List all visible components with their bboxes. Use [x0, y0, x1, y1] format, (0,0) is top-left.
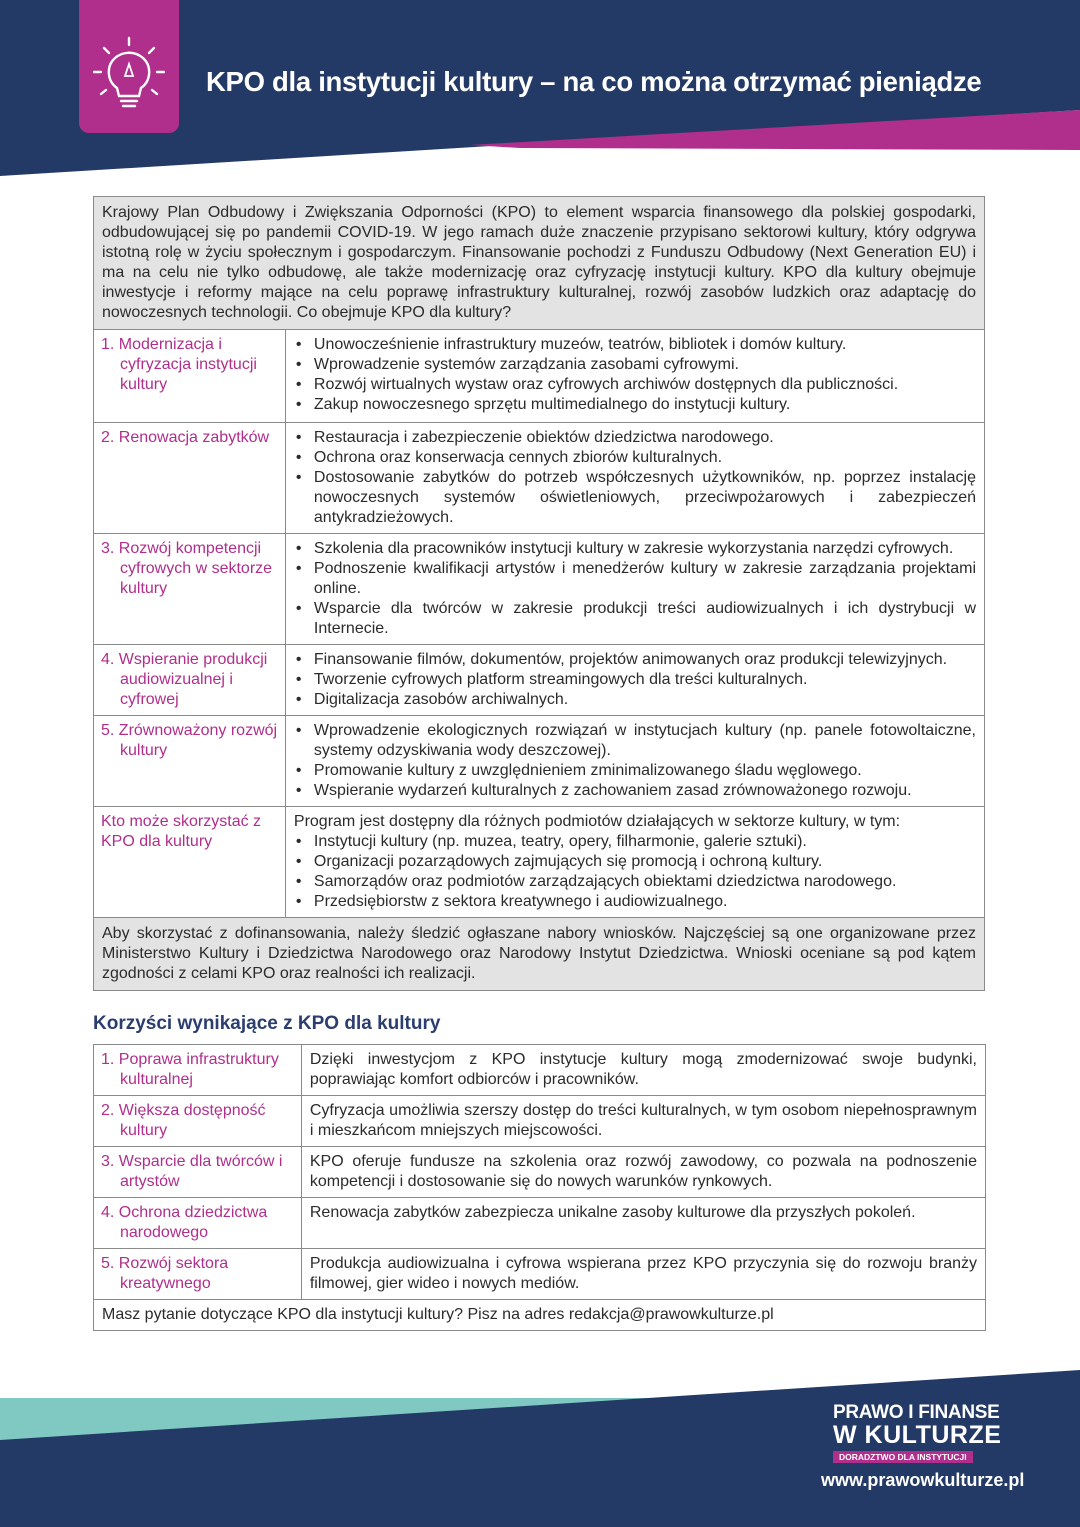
- list-item: • Wsparcie dla twórców w zakresie produkcji treści audiowizualnych i ich dystrybucji w Internecie.: [294, 599, 976, 639]
- benefit-row: [94, 1198, 986, 1249]
- benefit-label: 4. Ochrona dziedzictwa narodowego: [101, 1204, 268, 1241]
- brand-line1: PRAWO I FINANSE: [833, 1402, 1000, 1423]
- list-item: • Wprowadzenie ekologicznych rozwiązań w instytucjach kultury (np. panele fotowoltaiczne, systemy odzyskiwania wody deszczowej).: [294, 721, 976, 761]
- contact-row: [94, 1300, 986, 1331]
- benefit-text: Dzięki inwestycjom z KPO instytucje kultury mogą zmodernizować swoje budynki, poprawiając komfort odbiorców i pracowników.: [301, 1045, 985, 1096]
- list-item: • Tworzenie cyfrowych platform streamingowych dla treści kulturalnych.: [294, 670, 976, 690]
- category-row: [94, 330, 985, 423]
- category-label: 3. Rozwój kompetencji cyfrowych w sektorze kultury: [101, 540, 273, 597]
- lightbulb-tile: [79, 0, 179, 133]
- list-item: • Instytucji kultury (np. muzea, teatry, opery, filharmonie, galerie sztuki).: [294, 832, 976, 852]
- category-label: 2. Renowacja zabytków: [101, 429, 270, 446]
- benefit-row: [94, 1147, 986, 1198]
- eligibility-row: [94, 807, 985, 918]
- list-item: • Wspieranie wydarzeń kulturalnych z zachowaniem zasad zrównoważonego rozwoju.: [294, 781, 976, 801]
- benefit-row: [94, 1249, 986, 1300]
- category-row: [94, 716, 985, 807]
- benefit-row: [94, 1045, 986, 1096]
- category-row: [94, 534, 985, 645]
- benefits-table: [93, 1044, 986, 1331]
- benefits-title: Korzyści wynikające z KPO dla kultury: [93, 1013, 441, 1034]
- benefit-text: Renowacja zabytków zabezpiecza unikalne zasoby kulturowe dla przyszłych pokoleń.: [301, 1198, 985, 1249]
- list-item: • Rozwój wirtualnych wystaw oraz cyfrowych archiwów dostępnych dla publiczności.: [294, 375, 976, 395]
- benefit-text: Cyfryzacja umożliwia szerszy dostęp do treści kulturalnych, w tym osobom niepełnosprawnym i mieszkańcom mniejszych miejscowości.: [301, 1096, 985, 1147]
- list-item: • Finansowanie filmów, dokumentów, projektów animowanych oraz produkcji telewizyjnych.: [294, 650, 976, 670]
- intro-text: Krajowy Plan Odbudowy i Zwiększania Odporności (KPO) to element wsparcia finansowego dla polskiej gospodarki, odbudowującej się po pandemii COVID-19. W jego ramach duże znaczenie przypisano sektorowi kultury, który odgrywa istotną rolę w życiu społecznym i gospodarczym. Finansowanie pochodzi z Funduszu Odbudowy (Next Generation EU) i ma na celu nie tylko odbudowę, ale także modernizację oraz cyfryzację instytucji kultury. KPO dla kultury obejmuje inwestycje i reformy mające na celu poprawę infrastruktury kulturalnej, rozwój zasobów ludzkich oraz adaptację do nowoczesnych technologii. Co obejmuje KPO dla kultury?: [94, 197, 985, 330]
- category-label: 1. Modernizacja i cyfryzacja instytucji kultury: [101, 336, 257, 393]
- list-item: • Wprowadzenie systemów zarządzania zasobami cyfrowymi.: [294, 355, 976, 375]
- summary-text: Aby skorzystać z dofinansowania, należy śledzić ogłaszane nabory wniosków. Najczęściej są one organizowane przez Ministerstwo Kultury i Dziedzictwa Narodowego oraz Narodowy Instytut Dziedzictwa. Wnioski oceniane są pod kątem zgodności z celami KPO oraz realności ich realizacji.: [94, 918, 985, 991]
- benefit-label: 1. Poprawa infrastruktury kulturalnej: [101, 1051, 279, 1088]
- summary-row: [94, 918, 985, 991]
- lightbulb-icon: [93, 36, 165, 116]
- list-item: • Ochrona oraz konserwacja cennych zbiorów kulturalnych.: [294, 448, 976, 468]
- benefit-row: [94, 1096, 986, 1147]
- category-row: [94, 645, 985, 716]
- brand-logo: [833, 1403, 1001, 1465]
- intro-row: [94, 197, 985, 330]
- benefit-label: 5. Rozwój sektora kreatywnego: [101, 1255, 229, 1292]
- list-item: • Unowocześnienie infrastruktury muzeów, teatrów, bibliotek i domów kultury.: [294, 335, 976, 355]
- category-label: Kto może skorzystać z KPO dla kultury: [101, 813, 262, 850]
- list-item: • Organizacji pozarządowych zajmujących się promocją i ochroną kultury.: [294, 852, 976, 872]
- category-row: [94, 423, 985, 534]
- list-item: • Przedsiębiorstw z sektora kreatywnego i audiowizualnego.: [294, 892, 976, 912]
- brand-tagline: DORADZTWO DLA INSTYTUCJI: [833, 1451, 973, 1463]
- benefit-label: 2. Większa dostępność kultury: [101, 1102, 266, 1139]
- website-link[interactable]: www.prawowkulturze.pl: [821, 1470, 1025, 1490]
- benefit-text: Produkcja audiowizualna i cyfrowa wspierana przez KPO przyczynia się do rozwoju branży filmowej, gier wideo i nowych mediów.: [301, 1249, 985, 1300]
- list-item: • Zakup nowoczesnego sprzętu multimedialnego do instytucji kultury.: [294, 395, 976, 415]
- list-item: • Dostosowanie zabytków do potrzeb współczesnych użytkowników, np. poprzez instalację nowoczesnych systemów oświetleniowych, przeciwpożarowych i zabezpieczeń antykradzieżowych.: [294, 468, 976, 528]
- page-title: KPO dla instytucji kultury – na co można otrzymać pieniądze: [206, 66, 982, 97]
- list-item: • Podnoszenie kwalifikacji artystów i menedżerów kultury w zakresie zarządzania projektami online.: [294, 559, 976, 599]
- list-item: • Promowanie kultury z uwzględnieniem zminimalizowanego śladu węglowego.: [294, 761, 976, 781]
- eligibility-intro: Program jest dostępny dla różnych podmiotów działających w sektorze kultury, w tym:: [293, 813, 901, 830]
- list-item: • Szkolenia dla pracowników instytucji kultury w zakresie wykorzystania narzędzi cyfrowych.: [294, 539, 976, 559]
- benefit-label: 3. Wsparcie dla twórców i artystów: [101, 1153, 283, 1190]
- kpo-scope-table: [93, 196, 985, 991]
- category-label: 5. Zrównoważony rozwój kultury: [101, 722, 278, 759]
- contact-text[interactable]: Masz pytanie dotyczące KPO dla instytucji kultury? Pisz na adres redakcja@prawowkulturze.pl: [94, 1300, 986, 1331]
- list-item: • Samorządów oraz podmiotów zarządzających obiektami dziedzictwa narodowego.: [294, 872, 976, 892]
- category-label: 4. Wspieranie produkcji audiowizualnej i cyfrowej: [101, 651, 268, 708]
- brand-line2: W KULTURZE: [833, 1421, 1002, 1449]
- benefit-text: KPO oferuje fundusze na szkolenia oraz rozwój zawodowy, co pozwala na podnoszenie kompetencji i dostosowanie się do nowych warunków rynkowych.: [301, 1147, 985, 1198]
- list-item: • Restauracja i zabezpieczenie obiektów dziedzictwa narodowego.: [294, 428, 976, 448]
- list-item: • Digitalizacja zasobów archiwalnych.: [294, 690, 976, 710]
